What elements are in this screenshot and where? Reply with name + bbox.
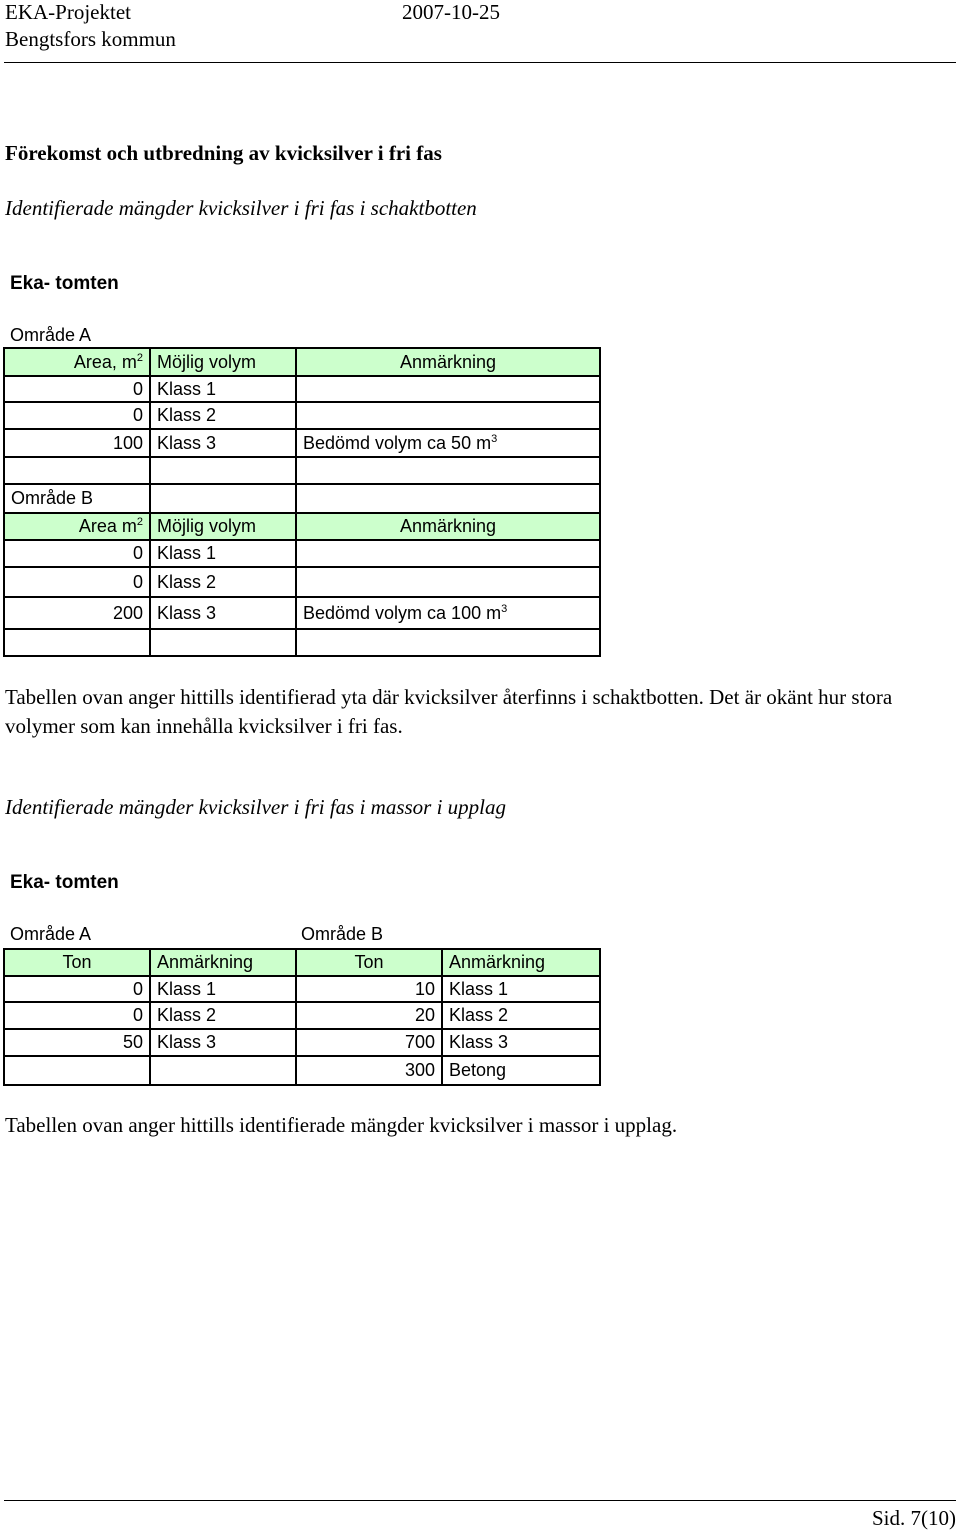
upplag-col-b-ton: Ton: [296, 949, 442, 976]
header-project: EKA-Projektet: [5, 0, 131, 24]
upplag-col-b-remark: Anmärkning: [442, 949, 600, 976]
upplag-col-a-remark: Anmärkning: [150, 949, 296, 976]
table-row-empty: [4, 629, 600, 656]
area-a-label: Område A: [10, 325, 92, 345]
area-b-col-area: Area $m^2$: [4, 513, 150, 540]
table-row: 0 Klass 1: [4, 540, 600, 567]
page-number: Sid. 7(10): [872, 1506, 956, 1530]
table-row: 0 Klass 2: [4, 567, 600, 597]
header-municipality: Bengtsfors kommun: [5, 27, 176, 51]
upplag-col-a-ton: Ton: [4, 949, 150, 976]
table-row: 100 Klass 3 Bedömd volym ca 50 $m^3$: [4, 429, 600, 457]
table-row: 0 Klass 1 10 Klass 1: [4, 976, 600, 1002]
area-a-col-area: Area, $m^2$: [4, 348, 150, 376]
area-b-col-remark: Anmärkning: [296, 513, 600, 540]
table-row: 300 Betong: [4, 1056, 600, 1085]
upplag-table: [3, 948, 601, 1086]
table-row: 0 Klass 2: [4, 402, 600, 429]
table-row: 50 Klass 3 700 Klass 3: [4, 1029, 600, 1056]
table-row-empty: [4, 457, 600, 484]
area-a-col-remark: Anmärkning: [296, 348, 600, 376]
part1-note: Tabellen ovan anger hittills identifierad yta där kvicksilver återfinns i schaktbotten. Det är okänt hur stora volymer som kan innehålla kvicksilver i fri fas.: [5, 685, 893, 738]
part2-note: Tabellen ovan anger hittills identifierade mängder kvicksilver i massor i upplag.: [5, 1113, 678, 1137]
area-a-table: [3, 347, 601, 657]
part1-site: Eka- tomten: [10, 273, 119, 294]
area-b-label-row: [4, 484, 600, 513]
table-row: 0 Klass 2 20 Klass 2: [4, 1002, 600, 1029]
area-b-label: Område B: [4, 484, 150, 513]
upplag-header-row: [4, 949, 600, 976]
header-rule: [4, 62, 956, 63]
part2-site: Eka- tomten: [10, 872, 119, 893]
part2-label-a: Område A: [10, 924, 92, 944]
area-a-header-row: [4, 348, 600, 376]
part2-label-b: Område B: [301, 924, 384, 944]
part1-subtitle: Identifierade mängder kvicksilver i fri fas i schaktbotten: [5, 196, 477, 220]
table-row: 200 Klass 3 Bedömd volym ca 100 $m^3$: [4, 597, 600, 629]
area-b-header-row: [4, 513, 600, 540]
part2-subtitle: Identifierade mängder kvicksilver i fri fas i massor i upplag: [5, 795, 507, 819]
header-date: 2007-10-25: [402, 0, 500, 24]
footer-rule: [4, 1500, 956, 1501]
area-a-col-volume: Möjlig volym: [150, 348, 296, 376]
table-row: 0 Klass 1: [4, 376, 600, 402]
section-title: Förekomst och utbredning av kvicksilver i fri fas: [5, 141, 442, 165]
area-b-col-volume: Möjlig volym: [150, 513, 296, 540]
